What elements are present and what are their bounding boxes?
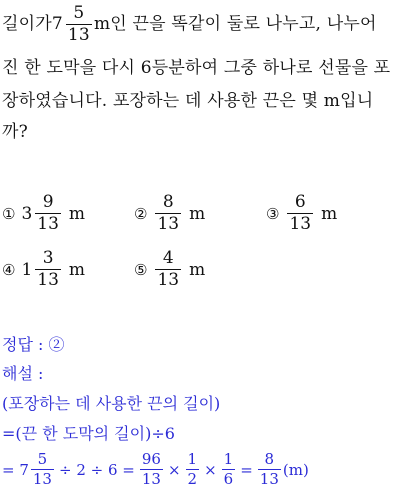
question-line-1-prefix: 길이가 [2, 14, 52, 34]
option-5-unit: m [189, 259, 206, 280]
option-2-unit: m [189, 203, 206, 224]
fraction [66, 2, 92, 45]
solution-line-1: (포장하는 데 사용한 끈의 길이) [2, 394, 221, 413]
option-4-marker: ④ [2, 260, 16, 279]
answer-label: 정답 : ② [2, 335, 65, 354]
fraction-denominator: 13 [67, 24, 90, 45]
equation-operators-1: ÷ 2 ÷ 6 = [58, 460, 135, 479]
option-5-numerator: 4 [162, 248, 174, 268]
option-1-marker: ① [2, 204, 16, 223]
option-4-unit: m [68, 259, 86, 280]
equation-fraction-5-numerator: 8 [264, 450, 275, 468]
option-3[interactable] [266, 194, 337, 233]
option-2-marker: ② [134, 204, 148, 223]
equation-operator-2: × [167, 460, 181, 479]
option-3-marker: ③ [266, 204, 280, 223]
question-line-3: 장하였습니다. 포장하는 데 사용한 끈은 몇 m입니 [2, 91, 374, 111]
equation-fraction-3 [186, 452, 200, 487]
explanation-label: 해설 : [2, 364, 44, 383]
solution-equation [2, 452, 309, 487]
option-2-denominator: 13 [157, 214, 180, 234]
equation-fraction-1-denominator: 13 [32, 470, 52, 488]
option-1-denominator: 13 [37, 214, 59, 234]
option-5-denominator: 13 [157, 270, 180, 290]
equation-fraction-4-numerator: 1 [223, 450, 234, 468]
option-1-numerator: 9 [42, 192, 54, 212]
question-line-1 [2, 4, 398, 44]
option-4-denominator: 13 [37, 270, 59, 290]
equation-fraction-2-numerator: 96 [141, 450, 161, 468]
equation-operator-3: × [204, 460, 217, 479]
option-3-denominator: 13 [289, 214, 312, 234]
solution-line-2: =(끈 한 도막의 길이)÷6 [2, 424, 175, 443]
option-2-fraction [155, 194, 181, 233]
option-5[interactable] [134, 250, 205, 289]
equation-fraction-1-numerator: 5 [37, 450, 48, 468]
equation-prefix: = 7 [2, 460, 29, 479]
question-text [2, 4, 398, 44]
option-5-marker: ⑤ [134, 260, 148, 279]
fraction-numerator: 5 [73, 2, 85, 23]
option-4-numerator: 3 [42, 248, 54, 268]
question-line-4: 까? [2, 122, 28, 142]
equation-fraction-2-denominator: 13 [141, 470, 161, 488]
equation-fraction-5 [258, 452, 281, 487]
equation-fraction-4-denominator: 6 [223, 470, 234, 488]
equation-fraction-1 [31, 452, 54, 487]
equation-unit: (m) [282, 460, 309, 479]
mixed-number-whole: 7 [51, 14, 63, 34]
option-3-fraction [287, 194, 313, 233]
equation-fraction-3-numerator: 1 [187, 450, 198, 468]
option-3-numerator: 6 [294, 192, 306, 212]
question-line-1-suffix: m인 끈을 똑같이 둘로 나누고, 나누어 [93, 14, 377, 34]
equation-fraction-5-denominator: 13 [259, 470, 279, 488]
equation-operator-4: = [240, 460, 253, 479]
equation-fraction-4 [222, 452, 236, 487]
option-3-unit: m [321, 203, 338, 224]
option-1-unit: m [68, 203, 86, 224]
question-line-2: 진 한 도막을 다시 6등분하여 그중 하나로 선물을 포 [2, 58, 391, 78]
option-1[interactable] [2, 194, 85, 233]
option-5-fraction [155, 250, 181, 289]
equation-fraction-2 [140, 452, 163, 487]
option-1-fraction [35, 194, 61, 233]
option-4-whole: 1 [21, 259, 33, 280]
equation-fraction-3-denominator: 2 [187, 470, 198, 488]
option-2-numerator: 8 [162, 192, 174, 212]
option-4[interactable] [2, 250, 85, 289]
option-2[interactable] [134, 194, 205, 233]
option-1-whole: 3 [21, 203, 33, 224]
option-4-fraction [35, 250, 61, 289]
